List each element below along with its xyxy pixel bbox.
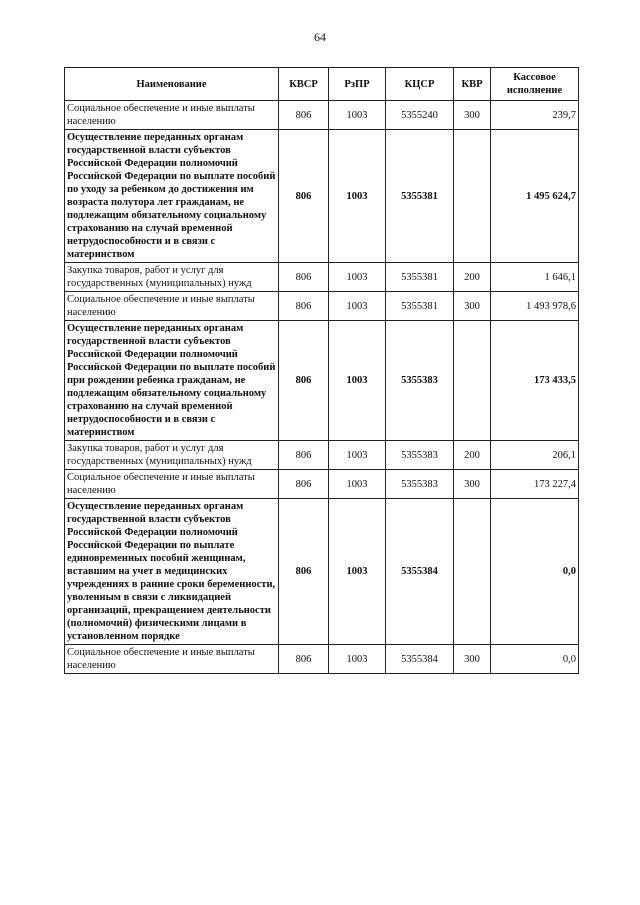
cell-kvr: [454, 130, 491, 263]
table-row: [65, 292, 579, 321]
cell-kvsr: 806: [279, 470, 329, 499]
cell-kvsr: 806: [279, 645, 329, 674]
cell-rzpr: 1003: [329, 441, 386, 470]
cell-amount: 1 493 978,6: [491, 292, 579, 321]
header-kvr: КВР: [454, 68, 491, 101]
cell-kvsr: 806: [279, 441, 329, 470]
cell-rzpr: 1003: [329, 321, 386, 441]
cell-kcsr: 5355383: [386, 321, 454, 441]
cell-rzpr: 1003: [329, 263, 386, 292]
cell-rzpr: 1003: [329, 499, 386, 645]
cell-kcsr: 5355381: [386, 130, 454, 263]
cell-kcsr: 5355384: [386, 499, 454, 645]
table-row: [65, 101, 579, 130]
cell-kvr: 200: [454, 441, 491, 470]
cell-kvsr: 806: [279, 321, 329, 441]
page-number: 64: [314, 30, 326, 44]
cell-kvr: 300: [454, 470, 491, 499]
cell-rzpr: 1003: [329, 470, 386, 499]
cell-amount: 0,0: [491, 645, 579, 674]
table-row: [65, 499, 579, 645]
cell-amount: 1 646,1: [491, 263, 579, 292]
cell-kvr: 200: [454, 263, 491, 292]
cell-rzpr: 1003: [329, 101, 386, 130]
cell-name: Закупка товаров, работ и услуг для государственных (муниципальных) нужд: [65, 263, 279, 292]
cell-name: Осуществление переданных органам государственной власти субъектов Российской Федерации полномочий Российской Федерации по выплате пособий при рождении ребенка гражданам, не подлежащим обязательному социальному страхованию на случай временной нетрудоспособности и в связи с материнством: [65, 321, 279, 441]
cell-name: Осуществление переданных органам государственной власти субъектов Российской Федерации полномочий Российской Федерации по выплате единовременных пособий женщинам, вставшим на учет в медицинских учреждениях в ранние сроки беременности, уволенным в связи с ликвидацией организаций, прекращением деятельности (полномочий) физическими лицами в установленном порядке: [65, 499, 279, 645]
cell-rzpr: 1003: [329, 130, 386, 263]
cell-kvsr: 806: [279, 130, 329, 263]
cell-kvsr: 806: [279, 101, 329, 130]
cell-kvr: 300: [454, 101, 491, 130]
table-row: [65, 441, 579, 470]
cell-amount: 206,1: [491, 441, 579, 470]
table-row: [65, 645, 579, 674]
cell-kcsr: 5355381: [386, 292, 454, 321]
cell-amount: 173 433,5: [491, 321, 579, 441]
cell-name: Социальное обеспечение и иные выплаты населению: [65, 292, 279, 321]
header-kcsr: КЦСР: [386, 68, 454, 101]
budget-execution-table: [64, 67, 579, 674]
cell-rzpr: 1003: [329, 645, 386, 674]
cell-rzpr: 1003: [329, 292, 386, 321]
table-body: [65, 101, 579, 674]
table-row: [65, 470, 579, 499]
table-row: [65, 130, 579, 263]
cell-kcsr: 5355383: [386, 441, 454, 470]
cell-amount: 239,7: [491, 101, 579, 130]
header-kvsr: КВСР: [279, 68, 329, 101]
table-header-row: [65, 68, 579, 101]
cell-name: Осуществление переданных органам государственной власти субъектов Российской Федерации полномочий Российской Федерации по выплате пособий по уходу за ребенком до достижения им возраста полутора лет гражданам, не подлежащим обязательному социальному страхованию на случай временной нетрудоспособности и в связи с материнством: [65, 130, 279, 263]
cell-kcsr: 5355383: [386, 470, 454, 499]
cell-kvsr: 806: [279, 263, 329, 292]
cell-kcsr: 5355240: [386, 101, 454, 130]
header-amount: Кассовое исполнение: [491, 68, 579, 101]
cell-kvr: [454, 321, 491, 441]
cell-kvr: 300: [454, 645, 491, 674]
cell-kcsr: 5355381: [386, 263, 454, 292]
cell-name: Социальное обеспечение и иные выплаты населению: [65, 645, 279, 674]
cell-amount: 1 495 624,7: [491, 130, 579, 263]
cell-name: Социальное обеспечение и иные выплаты населению: [65, 470, 279, 499]
cell-name: Закупка товаров, работ и услуг для государственных (муниципальных) нужд: [65, 441, 279, 470]
cell-kvsr: 806: [279, 292, 329, 321]
cell-name: Социальное обеспечение и иные выплаты населению: [65, 101, 279, 130]
cell-amount: 173 227,4: [491, 470, 579, 499]
table-row: [65, 321, 579, 441]
cell-kvsr: 806: [279, 499, 329, 645]
cell-kvr: 300: [454, 292, 491, 321]
header-name: Наименование: [65, 68, 279, 101]
cell-amount: 0,0: [491, 499, 579, 645]
table-row: [65, 263, 579, 292]
header-rzpr: РзПР: [329, 68, 386, 101]
cell-kcsr: 5355384: [386, 645, 454, 674]
cell-kvr: [454, 499, 491, 645]
